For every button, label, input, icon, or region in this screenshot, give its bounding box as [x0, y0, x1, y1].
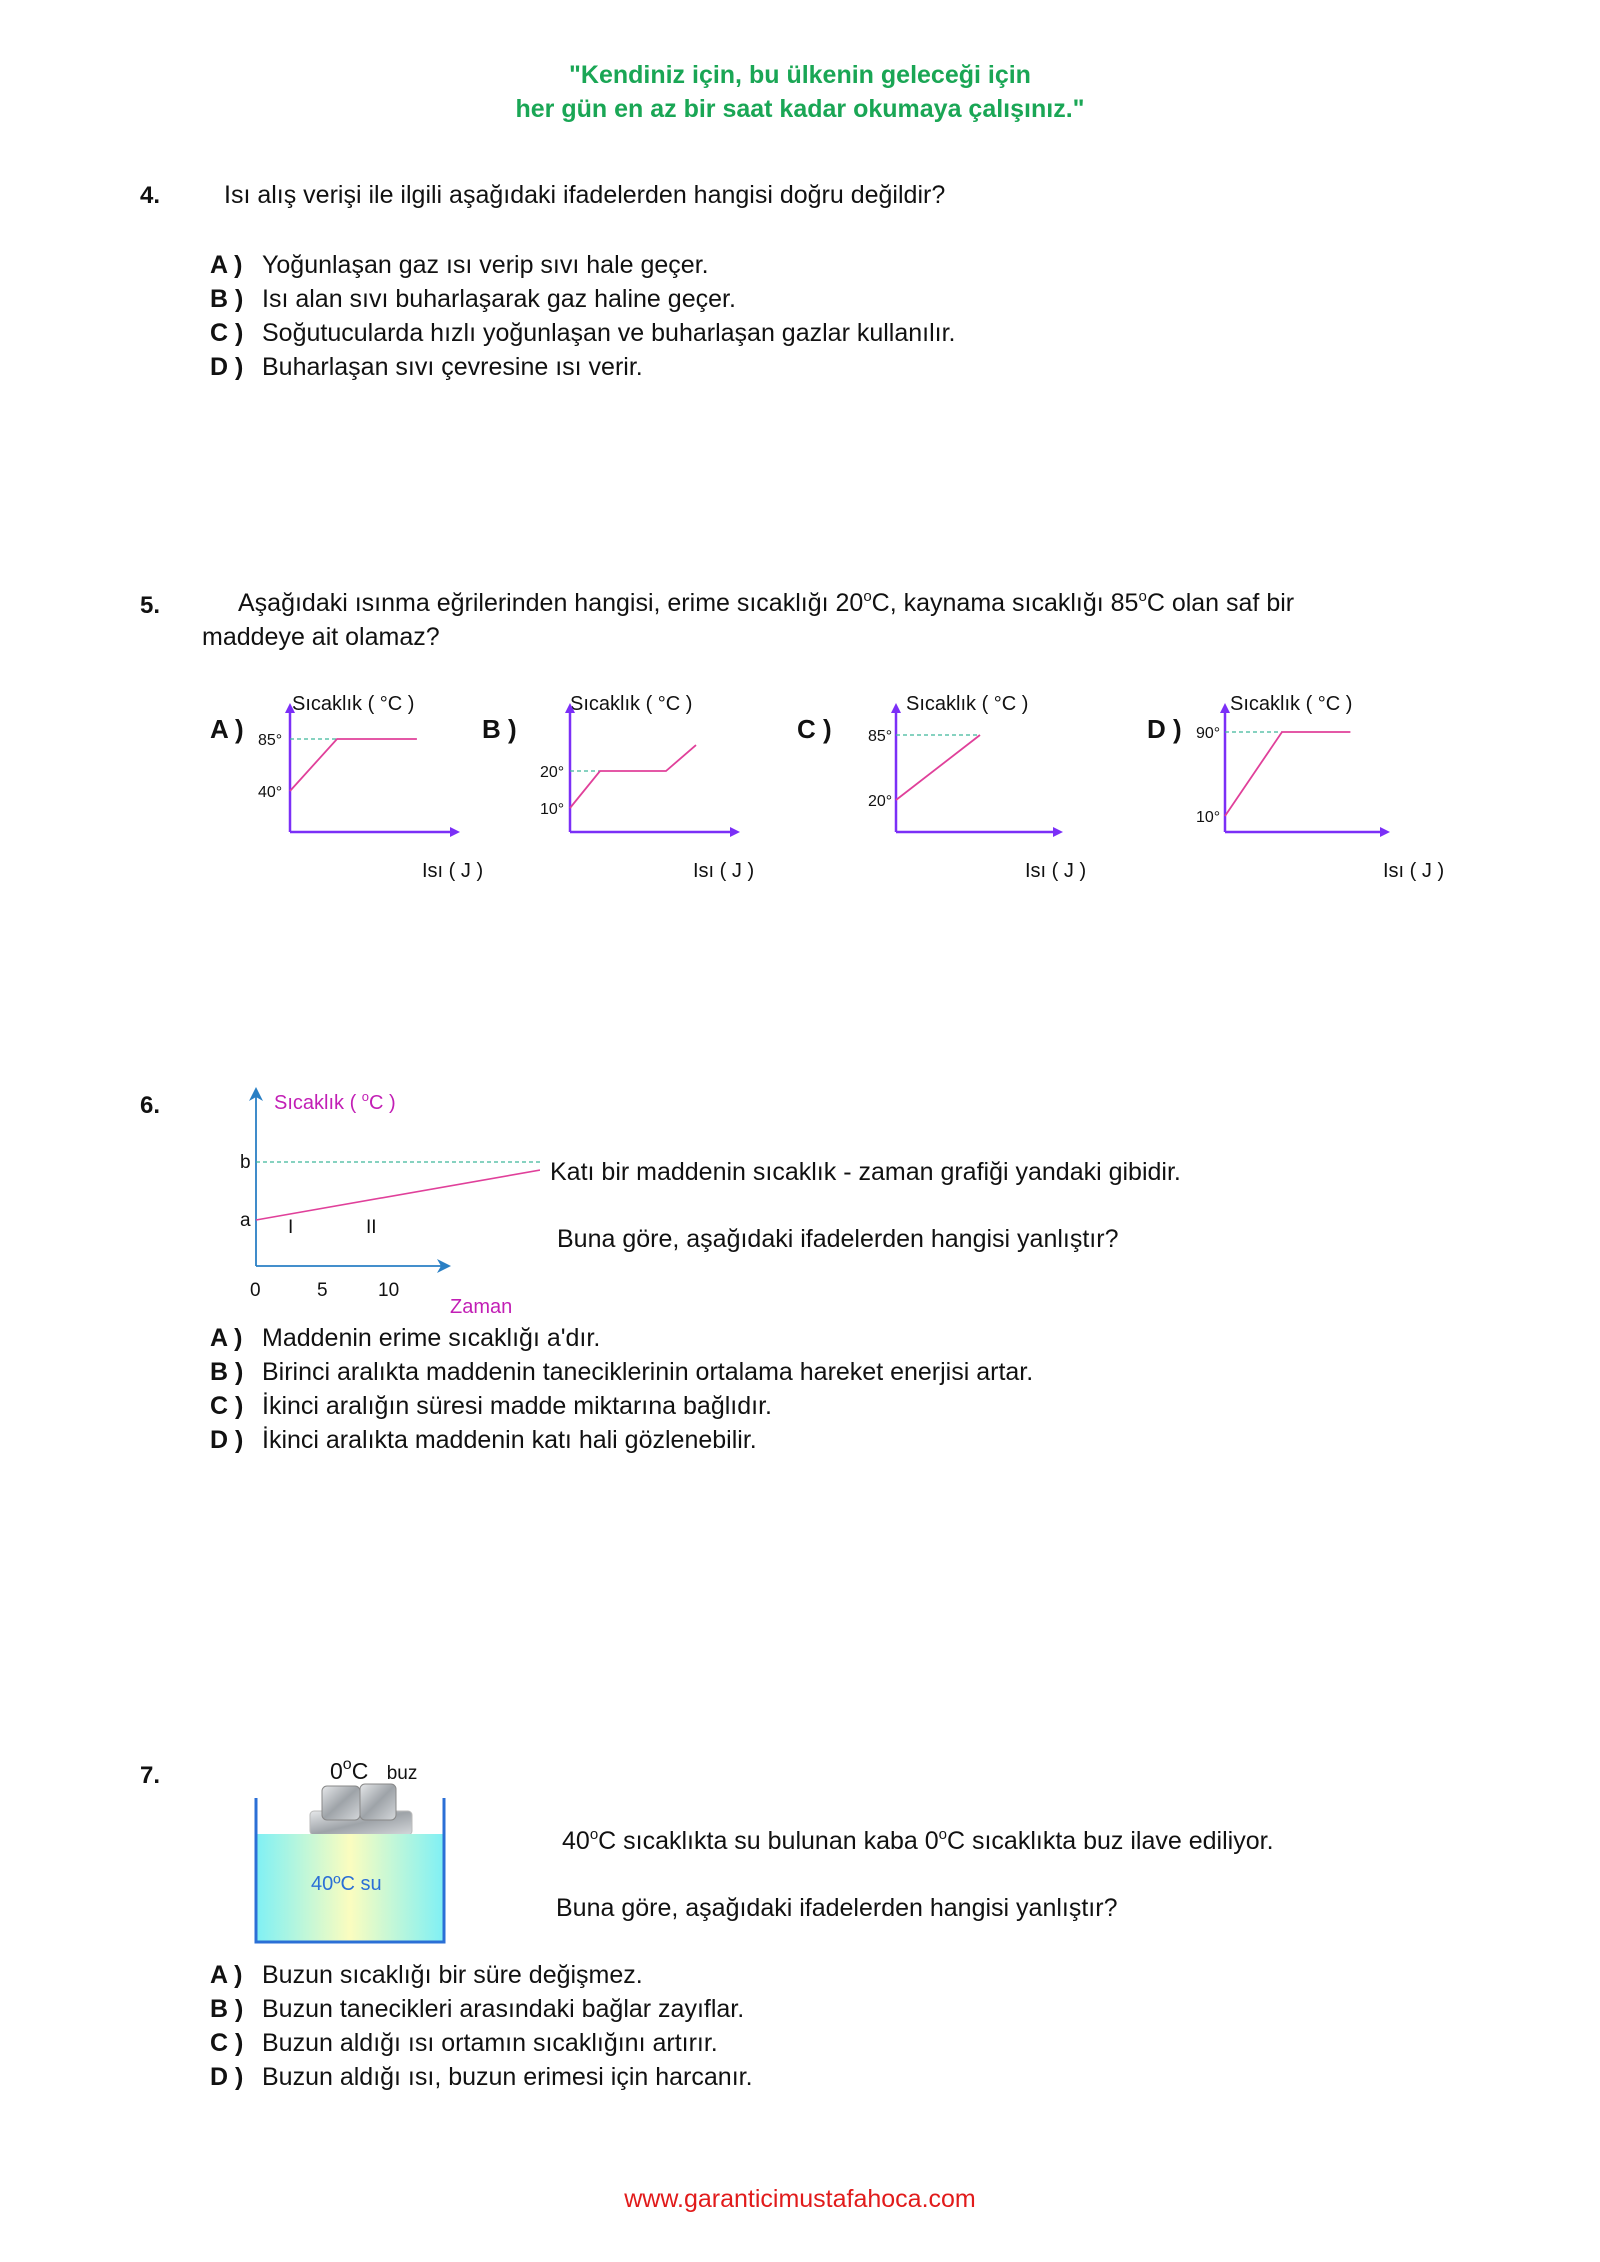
- x-tick-label: 5: [317, 1280, 328, 1301]
- heating-curve: [570, 745, 696, 808]
- beaker-illustration: [250, 1780, 460, 1945]
- option-b[interactable]: [210, 282, 956, 316]
- y-tick-label: a: [240, 1210, 251, 1231]
- option-letter: C ): [210, 1392, 244, 1420]
- question-7-number: 7.: [140, 1762, 161, 1789]
- chart-q6: [240, 1089, 540, 1318]
- option-letter: D ): [210, 2063, 244, 2091]
- y-axis-label: Sıcaklık ( °C ): [906, 693, 1029, 715]
- option-letter: C ): [797, 714, 832, 744]
- question-6-text-line2: Buna göre, aşağıdaki ifadelerden hangisi yanlıştır?: [557, 1225, 1119, 1253]
- option-a[interactable]: [210, 1958, 753, 1992]
- question-4-options: [210, 248, 956, 384]
- option-letter: A ): [210, 1961, 243, 1989]
- y-tick-label: 40°: [258, 784, 283, 801]
- ice-word: buz: [386, 1763, 418, 1784]
- temperature-curve: [256, 1162, 540, 1220]
- y-axis-label: Sıcaklık ( °C ): [570, 693, 693, 715]
- question-5-text-line1: [238, 586, 1294, 620]
- footer-website-link[interactable]: www.garanticimustafahoca.com: [624, 2185, 976, 2213]
- option-b[interactable]: [210, 1992, 753, 2026]
- option-letter: C ): [210, 319, 244, 347]
- chart-option-d[interactable]: [1147, 693, 1444, 882]
- q7-text-part: 40: [562, 1827, 590, 1855]
- option-text: İkinci aralıkta maddenin katı hali gözlenebilir.: [262, 1426, 757, 1454]
- q5-charts: [0, 680, 1600, 900]
- option-text: Maddenin erime sıcaklığı a'dır.: [262, 1324, 601, 1352]
- option-letter: D ): [210, 1426, 244, 1454]
- question-5-text-line2: maddeye ait olamaz?: [202, 623, 440, 651]
- x-axis-label: Isı ( J ): [1025, 860, 1087, 882]
- y-tick-label: 85°: [868, 728, 893, 745]
- ice-temp-unit: C: [351, 1758, 369, 1784]
- q6-chart: [200, 1080, 540, 1320]
- y-tick-label: b: [240, 1152, 251, 1173]
- option-b[interactable]: [210, 1355, 1033, 1389]
- water-label: 40ºC su: [311, 1873, 382, 1895]
- option-letter: B ): [210, 1358, 244, 1386]
- x-axis-label: Isı ( J ): [422, 860, 484, 882]
- option-a[interactable]: [210, 248, 956, 282]
- x-tick-label: 10: [378, 1280, 400, 1301]
- option-text: İkinci aralığın süresi madde miktarına bağlıdır.: [262, 1392, 772, 1420]
- option-text: Soğutucularda hızlı yoğunlaşan ve buharlaşan gazlar kullanılır.: [262, 319, 956, 347]
- degree-sup: o: [938, 1826, 947, 1843]
- question-6-number: 6.: [140, 1092, 161, 1119]
- option-text: Isı alan sıvı buharlaşarak gaz haline geçer.: [262, 285, 736, 313]
- y-tick-label: 20°: [540, 764, 565, 781]
- y-tick-label: 10°: [540, 801, 565, 818]
- motto-header: [0, 58, 1600, 126]
- y-axis-label: Sıcaklık ( °C ): [1230, 693, 1353, 715]
- chart-option-b[interactable]: [482, 693, 754, 882]
- q7-text-part: C sıcaklıkta su bulunan kaba 0: [598, 1827, 939, 1855]
- heating-curve: [1225, 732, 1350, 816]
- option-text: Yoğunlaşan gaz ısı verip sıvı hale geçer.: [262, 251, 709, 279]
- region-label: I: [288, 1217, 294, 1238]
- option-d[interactable]: [210, 1423, 1033, 1457]
- x-axis-label: Zaman: [450, 1296, 513, 1318]
- y-axis-label: Sıcaklık ( $^o$C ): [274, 1089, 396, 1114]
- option-text: Buzun tanecikleri arasındaki bağlar zayıflar.: [262, 1995, 745, 2023]
- unit: C ): [369, 1092, 396, 1114]
- heating-curve: [290, 739, 417, 791]
- option-text: Buharlaşan sıvı çevresine ısı verir.: [262, 353, 643, 381]
- option-letter: D ): [1147, 714, 1182, 744]
- x-tick-label: 0: [250, 1280, 261, 1301]
- question-7-options: [210, 1958, 753, 2094]
- option-c[interactable]: [210, 2026, 753, 2060]
- degree-sup: o: [589, 1826, 599, 1843]
- question-5-number: 5.: [140, 592, 161, 619]
- y-tick-label: 20°: [868, 793, 893, 810]
- option-letter: C ): [210, 2029, 244, 2057]
- question-7-text-line1: [562, 1824, 1274, 1858]
- y-tick-label: 85°: [258, 732, 283, 749]
- option-letter: A ): [210, 1324, 243, 1352]
- motto-line-2: her gün en az bir saat kadar okumaya çalışınız.": [515, 95, 1085, 123]
- question-6-text-line1: Katı bir maddenin sıcaklık - zaman grafiği yandaki gibidir.: [550, 1158, 1181, 1186]
- option-text: Buzun sıcaklığı bir süre değişmez.: [262, 1961, 643, 1989]
- degree-sup: o: [342, 1756, 352, 1773]
- option-c[interactable]: [210, 1389, 1033, 1423]
- y-tick-label: 90°: [1196, 725, 1221, 742]
- heating-curve: [896, 735, 980, 800]
- option-text: Buzun aldığı ısı ortamın sıcaklığını artırır.: [262, 2029, 718, 2057]
- option-text: Buzun aldığı ısı, buzun erimesi için harcanır.: [262, 2063, 753, 2091]
- chart-option-a[interactable]: [210, 693, 483, 882]
- motto-line-1: "Kendiniz için, bu ülkenin geleceği için: [569, 61, 1031, 89]
- option-text: Birinci aralıkta maddenin taneciklerinin ortalama hareket enerjisi artar.: [262, 1358, 1034, 1386]
- ice-temp: 0: [330, 1758, 343, 1784]
- q5-text-part: C, kaynama sıcaklığı 85: [871, 589, 1139, 617]
- degree-sup: o: [361, 1089, 370, 1104]
- chart-option-c[interactable]: [797, 693, 1086, 882]
- question-4-text: Isı alış verişi ile ilgili aşağıdaki ifadelerden hangisi doğru değildir?: [224, 181, 946, 209]
- ice-cubes-icon: [310, 1784, 412, 1835]
- option-letter: D ): [210, 353, 244, 381]
- question-4-number: 4.: [140, 182, 161, 209]
- y-axis-label: Sıcaklık ( °C ): [292, 693, 415, 715]
- y-tick-label: 10°: [1196, 809, 1221, 826]
- degree-sup: o: [863, 588, 872, 605]
- option-c[interactable]: [210, 316, 956, 350]
- question-6-options: [210, 1321, 1033, 1457]
- q5-text-part: C olan saf bir: [1146, 589, 1295, 617]
- q5-text-part: Aşağıdaki ısınma eğrilerinden hangisi, erime sıcaklığı 20: [238, 589, 864, 617]
- option-letter: B ): [482, 714, 517, 744]
- x-axis-label: Isı ( J ): [693, 860, 755, 882]
- option-d[interactable]: [210, 2060, 753, 2094]
- region-label: II: [366, 1217, 377, 1238]
- option-letter: B ): [210, 1995, 244, 2023]
- option-letter: A ): [210, 251, 243, 279]
- option-letter: A ): [210, 714, 244, 744]
- x-axis-label: Isı ( J ): [1383, 860, 1445, 882]
- q7-text-part: C sıcaklıkta buz ilave ediliyor.: [946, 1827, 1274, 1855]
- option-d[interactable]: [210, 350, 956, 384]
- option-a[interactable]: [210, 1321, 1033, 1355]
- question-7-text-line2: Buna göre, aşağıdaki ifadelerden hangisi yanlıştır?: [556, 1894, 1118, 1922]
- option-letter: B ): [210, 285, 244, 313]
- degree-sup: o: [1138, 588, 1147, 605]
